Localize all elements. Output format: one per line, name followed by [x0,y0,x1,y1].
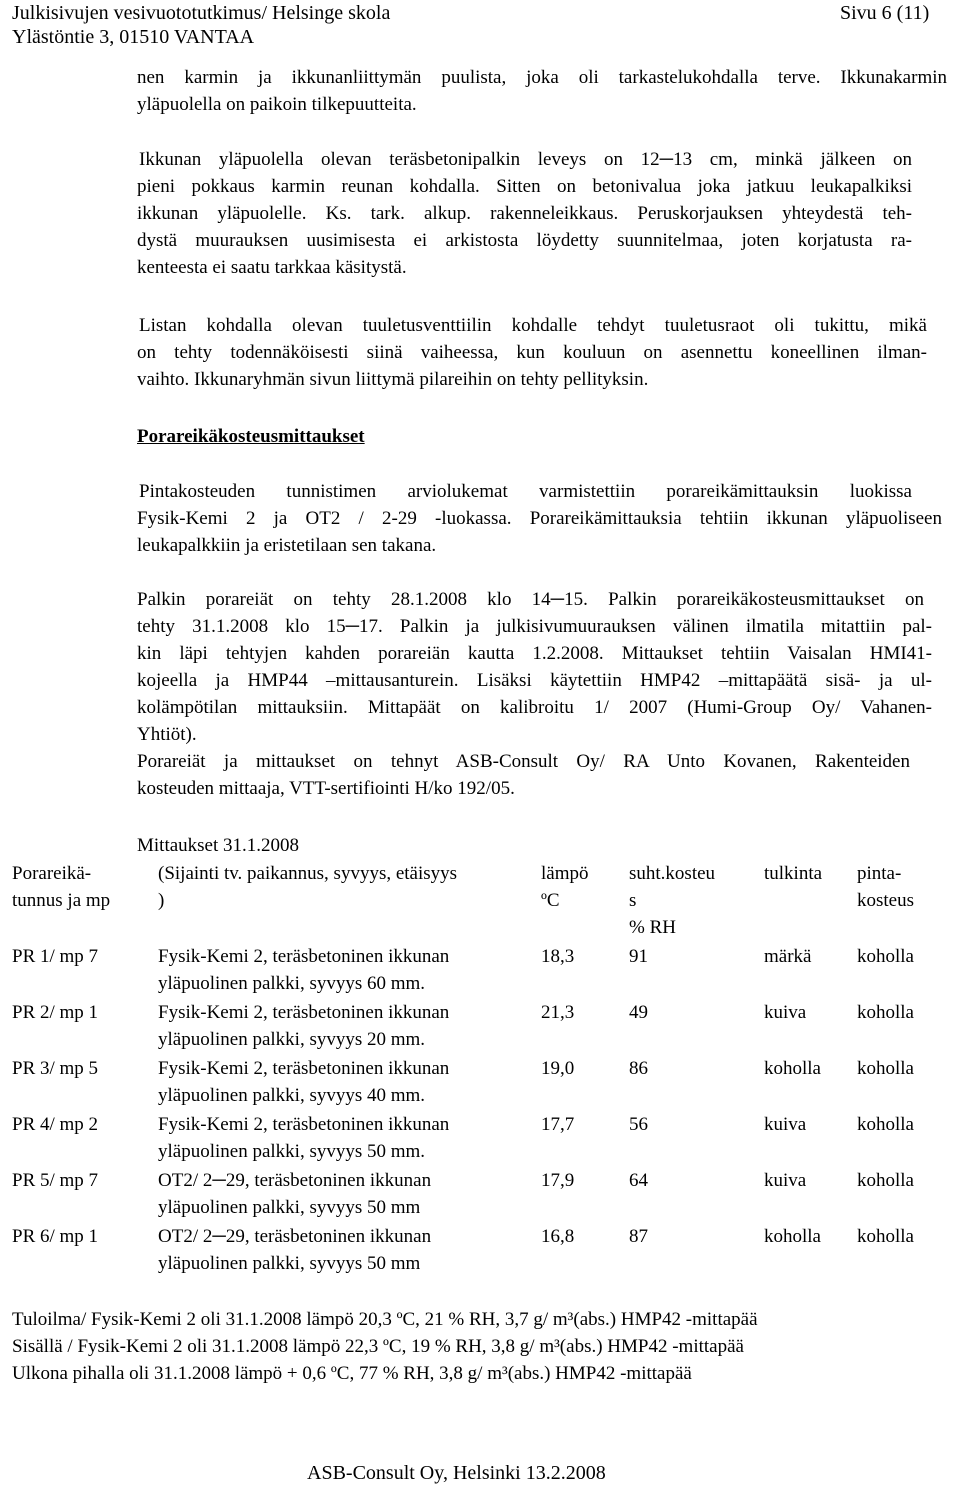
cell-interpretation: kuiva [764,1114,807,1135]
cell-interpretation: koholla [764,1226,821,1247]
header-text: Porareikä- [12,863,92,884]
header-text: kosteus [857,890,914,911]
cell-location: Fysik-Kemi 2, teräsbetoninen ikkunan [158,1058,450,1079]
paragraph-line: Yhtiöt). [137,724,197,745]
paragraph-line: Palkin porareiät on tehty 28.1.2008 klo 14─15. Palkin porareikäkosteusmittaukset on [137,589,924,610]
paragraph-line: Listan kohdalla olevan tuuletusventtiilin kohdalle tehdyt tuuletusraot oli tukittu, mikä [139,315,927,336]
header-relative-humidity [629,860,715,941]
cell-interpretation: koholla [764,1058,821,1079]
paragraph-line: pieni pokkaus karmin reunan kohdalla. Sitten on betonivalua joka jatkuu leukapalkiksi [137,176,912,197]
paragraph-1 [137,64,947,91]
header-location [158,860,457,914]
paragraph-line: tehty 31.1.2008 klo 15─17. Palkin ja julkisivumuurauksen välinen ilmatila mitattiin pal- [137,616,932,637]
paragraph-line: Porareiät ja mittaukset on tehnyt ASB-Consult Oy/ RA Unto Kovanen, Rakenteiden [137,751,910,772]
note-line: Tuloilma/ Fysik-Kemi 2 oli 31.1.2008 lämpö 20,3 ºC, 21 % RH, 3,7 g/ m³(abs.) HMP42 -mittapää [12,1309,758,1330]
cell-location: Fysik-Kemi 2, teräsbetoninen ikkunan [158,946,450,967]
header-text: suht.kosteu [629,863,716,884]
header-text: s [629,890,637,911]
header-text: lämpö [541,863,589,884]
paragraph-line: on tehty todennäköisesti siinä vaiheessa, kun kouluun on asennettu koneellinen ilman- [137,342,927,363]
cell-temperature: 19,0 [541,1058,575,1079]
cell-temperature: 17,7 [541,1114,575,1135]
cell-surface: koholla [857,946,914,967]
cell-interpretation: kuiva [764,1170,807,1191]
cell-surface: koholla [857,1002,914,1023]
table-caption: Mittaukset 31.1.2008 [137,835,300,856]
page-footer: ASB-Consult Oy, Helsinki 13.2.2008 [307,1462,606,1484]
cell-location: OT2/ 2─29, teräsbetoninen ikkunan [158,1170,432,1191]
cell-id: PR 4/ mp 2 [12,1114,99,1135]
paragraph-line: Ikkunan yläpuolella olevan teräsbetonipalkin leveys on 12─13 cm, minkä jälkeen on [139,149,912,170]
header-interpretation [764,860,822,887]
cell-location-2: yläpuolinen palkki, syvyys 60 mm. [158,973,426,994]
note-line: Sisällä / Fysik-Kemi 2 oli 31.1.2008 lämpö 22,3 ºC, 19 % RH, 3,8 g/ m³(abs.) HMP42 -mittapää [12,1336,744,1357]
cell-humidity: 86 [629,1058,648,1079]
page-number: Sivu 6 (11) [840,2,930,24]
cell-location: Fysik-Kemi 2, teräsbetoninen ikkunan [158,1002,450,1023]
paragraph-line: kenteesta ei saatu tarkkaa käsitystä. [137,257,407,278]
paragraph-line: kosteuden mittaaja, VTT-sertifiointi H/ko 192/05. [137,778,515,799]
cell-temperature: 16,8 [541,1226,575,1247]
cell-surface: koholla [857,1058,914,1079]
paragraph-line: kin läpi tehtyjen kahden porareiän kautta 1.2.2008. Mittaukset tehtiin Vaisalan HMI41- [137,643,932,664]
cell-id: PR 5/ mp 7 [12,1170,99,1191]
cell-interpretation: märkä [764,946,812,967]
header-text: ) [158,890,165,911]
header-surface-moisture [857,860,914,914]
cell-location-2: yläpuolinen palkki, syvyys 50 mm [158,1253,421,1274]
header-text: % RH [629,917,676,938]
header-text: tulkinta [764,863,823,884]
cell-location-2: yläpuolinen palkki, syvyys 20 mm. [158,1029,426,1050]
note-line: Ulkona pihalla oli 31.1.2008 lämpö + 0,6 ºC, 77 % RH, 3,8 g/ m³(abs.) HMP42 -mittapää [12,1363,692,1384]
cell-id: PR 1/ mp 7 [12,946,99,967]
paragraph-line: Fysik-Kemi 2 ja OT2 / 2-29 -luokassa. Porareikämittauksia tehtiin ikkunan yläpuoliseen [137,508,942,529]
paragraph-line: Pintakosteuden tunnistimen arviolukemat varmistettiin porareikämittauksin luokissa [139,481,912,502]
cell-humidity: 49 [629,1002,648,1023]
cell-location-2: yläpuolinen palkki, syvyys 50 mm [158,1197,421,1218]
cell-surface: koholla [857,1170,914,1191]
cell-humidity: 91 [629,946,648,967]
header-id [12,860,110,914]
cell-interpretation: kuiva [764,1002,807,1023]
header-text: tunnus ja mp [12,890,111,911]
paragraph-line: nen karmin ja ikkunanliittymän puulista, joka oli tarkastelukohdalla terve. Ikkunakarmin [137,67,947,88]
paragraph-line: ikkunan yläpuolelle. Ks. tark. alkup. rakenneleikkaus. Peruskorjauksen yhteydestä teh- [137,203,912,224]
paragraph-2 [137,146,912,281]
measurement-notes [12,1306,758,1387]
paragraph-line: kolämpötilan mittauksiin. Mittapäät on kalibroitu 1/ 2007 (Humi-Group Oy/ Vahanen- [137,697,932,718]
cell-location-2: yläpuolinen palkki, syvyys 50 mm. [158,1141,426,1162]
paragraph-line: yläpuolella on paikoin tilkepuutteita. [137,94,417,115]
paragraph-3 [137,312,927,393]
section-heading: Porareikäkosteusmittaukset [137,426,365,447]
cell-humidity: 64 [629,1170,648,1191]
cell-location: Fysik-Kemi 2, teräsbetoninen ikkunan [158,1114,450,1135]
cell-location: OT2/ 2─29, teräsbetoninen ikkunan [158,1226,432,1247]
paragraph-line: kojeella ja HMP44 –mittausanturein. Lisäksi käytettiin HMP42 –mittapäätä sisä- ja ul- [137,670,932,691]
cell-temperature: 18,3 [541,946,575,967]
header-text: ºC [541,890,560,911]
cell-surface: koholla [857,1226,914,1247]
header-text: (Sijainti tv. paikannus, syvyys, etäisyys [158,863,458,884]
header-left-line2: Ylästöntie 3, 01510 VANTAA [12,26,255,48]
cell-humidity: 56 [629,1114,648,1135]
cell-surface: koholla [857,1114,914,1135]
cell-humidity: 87 [629,1226,648,1247]
paragraph-5 [137,586,932,802]
cell-temperature: 17,9 [541,1170,575,1191]
header-temperature [541,860,589,914]
paragraph-line: vaihto. Ikkunaryhmän sivun liittymä pilareihin on tehty pellityksin. [137,369,649,390]
header-text: pinta- [857,863,902,884]
paragraph-line: dystä muurauksen uusimisesta ei arkistosta löydetty suunnitelmaa, joten korjatusta ra- [137,230,912,251]
cell-id: PR 2/ mp 1 [12,1002,99,1023]
cell-id: PR 3/ mp 5 [12,1058,99,1079]
header-left-line1: Julkisivujen vesivuototutkimus/ Helsinge skola [12,2,391,24]
cell-id: PR 6/ mp 1 [12,1226,99,1247]
paragraph-4 [137,478,942,559]
cell-location-2: yläpuolinen palkki, syvyys 40 mm. [158,1085,426,1106]
cell-temperature: 21,3 [541,1002,575,1023]
paragraph-line: leukapalkkiin ja eristetilaan sen takana. [137,535,437,556]
